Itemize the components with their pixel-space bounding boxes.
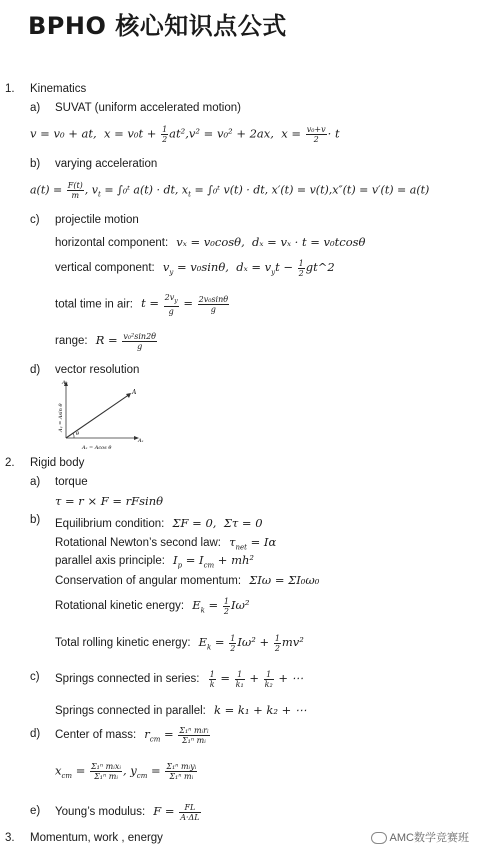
- point-a-label: A: [132, 389, 137, 396]
- horizontal-component-label: horizontal component:: [55, 237, 169, 249]
- vertical-component-label: vertical component:: [55, 262, 155, 274]
- vector-arrowhead: [126, 393, 131, 398]
- item-letter-d: d): [30, 364, 41, 376]
- center-of-mass-label: Center of mass:: [55, 729, 137, 741]
- angular-momentum-row: Conservation of angular momentum: ΣIω = ΣI₀ω₀: [55, 573, 320, 587]
- equilibrium-row: Equilibrium condition: ΣF = 0, Στ = 0: [55, 516, 263, 530]
- rotational-ke-label: Rotational kinetic energy:: [55, 600, 185, 612]
- varying-acceleration-formula: a(t) = $\frac{F(t)}{m}$ , $v_t$ = ∫₀ᵗ a(t) · dt, $x_t$ = ∫₀ᵗ v(t) · dt, x′(t) = v(t),x″(t) = v′(t) = a(t): [30, 181, 430, 200]
- watermark: [371, 829, 469, 845]
- section-title-kinematics: Kinematics: [30, 83, 87, 95]
- center-of-mass-xy-formula: $x_{cm}$ = Σ₁ⁿ mᵢxᵢ Σ₁ⁿ mᵢ , $y_{cm}$ = Σ₁ⁿ mᵢyᵢ Σ₁ⁿ mᵢ: [55, 762, 197, 781]
- y-axis-label: Aᵧ: [62, 380, 68, 386]
- item-label-projectile: projectile motion: [55, 214, 139, 226]
- springs-series-label: Springs connected in series:: [55, 673, 200, 685]
- item-letter-b: b): [30, 158, 41, 170]
- item-letter-a: a): [30, 102, 41, 114]
- parallel-axis-row: parallel axis principle: $I_p = I_{cm} + mh^2$: [55, 553, 255, 570]
- youngs-modulus-row: Young’s modulus: F = $\frac{FL}{A\cdot\Delta L}$: [55, 802, 200, 822]
- rotational-newton-label: Rotational Newton’s second law:: [55, 537, 221, 549]
- item-letter-a: a): [30, 476, 41, 488]
- item-label-suvat: SUVAT (uniform accelerated motion): [55, 102, 241, 114]
- range-row: range: R = $\frac{\text{v₀²sin2θ}}{g}$: [55, 331, 156, 351]
- rotational-newton-row: Rotational Newton’s second law: $\tau_{net} = I\alpha$: [55, 535, 277, 552]
- angle-label: θ: [76, 431, 80, 437]
- total-time-row: total time in air: t = $\frac{2v_y}{g}$ = $\frac{\text{2v₀sinθ}}{g}$: [55, 293, 229, 316]
- angular-momentum-label: Conservation of angular momentum:: [55, 575, 242, 587]
- watermark-text: AMC数学竞赛班: [389, 832, 469, 844]
- springs-series-row: Springs connected in series: $\frac{1}{k}$ = $\frac{1}{\text{k₁}}$ + $\frac{1}{\text{k₂}}$ + ⋯: [55, 669, 304, 689]
- item-label-torque: torque: [55, 476, 88, 488]
- vertical-component-row: vertical component: $v_y = v_0\sin\theta$, $d_x = v_yt$ − $\frac{1}{2}$ gt^2: [55, 258, 335, 278]
- section-title-rigid-body: Rigid body: [30, 457, 85, 469]
- rotational-ke-row: Rotational kinetic energy: $E_k$ = $\frac{1}{2}$ Iω²: [55, 596, 250, 616]
- section-title-momentum: Momentum, work , energy: [30, 832, 163, 844]
- section-number-2: 2.: [5, 457, 15, 469]
- vertical-resolution-label: Aᵧ = Asin θ: [58, 403, 64, 432]
- springs-parallel-row: Springs connected in parallel: k = k₁ + k₂ + ⋯: [55, 703, 307, 717]
- total-time-label: total time in air:: [55, 298, 133, 311]
- item-letter-e: e): [30, 805, 41, 817]
- item-label-varying-acceleration: varying acceleration: [55, 158, 158, 170]
- suvat-formula: v = v₀ + at, x = v₀t + $\frac{1}{2}$ at²,v² = v₀² + 2ax, x = $\frac{\text{v₀+v}}{2}$ · t: [30, 125, 340, 144]
- rolling-ke-row: Total rolling kinetic energy: $E_k$ = $\frac{1}{2}$ Iω² + $\frac{1}{2}$ mv²: [55, 633, 304, 653]
- item-letter-b: b): [30, 514, 41, 526]
- vector-resolution-diagram: [52, 380, 152, 452]
- rolling-ke-label: Total rolling kinetic energy:: [55, 637, 191, 649]
- angle-arc: [73, 433, 74, 438]
- page-title: BPHO 核心知识点公式: [28, 12, 287, 40]
- youngs-modulus-label: Young’s modulus:: [55, 806, 146, 818]
- item-letter-c: c): [30, 214, 40, 226]
- range-label: range:: [55, 335, 88, 347]
- equilibrium-label: Equilibrium condition:: [55, 518, 165, 530]
- item-letter-d: d): [30, 728, 41, 740]
- section-number-3: 3.: [5, 832, 15, 844]
- parallel-axis-label: parallel axis principle:: [55, 555, 165, 567]
- horizontal-component-row: horizontal component: vₓ = v₀cosθ, dₓ = vₓ · t = v₀tcosθ: [55, 235, 366, 249]
- springs-parallel-label: Springs connected in parallel:: [55, 705, 206, 717]
- torque-formula: τ = r × F = rFsinθ: [55, 494, 164, 508]
- item-label-vector-resolution: vector resolution: [55, 364, 140, 376]
- wechat-icon: [371, 832, 387, 844]
- horizontal-resolution-label: Aₓ = Acos θ: [82, 445, 112, 451]
- item-letter-c: c): [30, 671, 40, 683]
- x-axis-label: Aₓ: [138, 438, 144, 444]
- section-number-1: 1.: [5, 83, 15, 95]
- center-of-mass-row: Center of mass: $r_{cm}$ = Σ₁ⁿ mᵢrᵢ Σ₁ⁿ mᵢ: [55, 725, 209, 745]
